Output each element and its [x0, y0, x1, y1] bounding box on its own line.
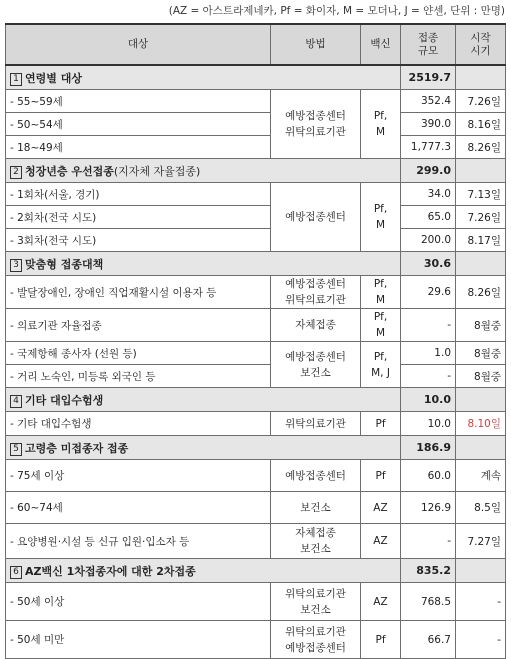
- row-method: 위탁의료기관 보건소: [271, 583, 361, 621]
- header-scale-text: 접종 규모: [417, 31, 439, 57]
- section-row: [6, 252, 506, 276]
- section-number-box: 4: [10, 395, 22, 408]
- unit-note: (AZ = 아스트라제네카, Pf = 화이자, M = 모더나, J = 얀센, 단위 : 만명): [168, 5, 505, 17]
- row-target: - 국제항해 종사자 (선원 등): [6, 342, 271, 365]
- row-vaccine: Pf, M: [361, 90, 401, 159]
- header-target: 대상: [6, 24, 271, 65]
- row-start: 8월중: [456, 309, 506, 342]
- row-start: 8.17일: [456, 229, 506, 252]
- row-method: 예방접종센터 위탁의료기관: [271, 276, 361, 309]
- row-target: - 의료기관 자율접종: [6, 309, 271, 342]
- table-row: [6, 309, 506, 342]
- row-vaccine: Pf: [361, 460, 401, 492]
- row-start: 8.26일: [456, 276, 506, 309]
- row-vaccine: Pf, M, J: [361, 342, 401, 388]
- section-title: 연령별 대상: [25, 71, 82, 85]
- row-target: - 1회차(서울, 경기): [6, 183, 271, 206]
- row-target: - 요양병원·시설 등 신규 입원·입소자 등: [6, 524, 271, 559]
- row-start: -: [456, 621, 506, 659]
- section-title-cell: [6, 388, 401, 412]
- section-number-box: 2: [10, 166, 22, 179]
- row-target: - 3회차(전국 시도): [6, 229, 271, 252]
- section-row: [6, 65, 506, 90]
- row-target: - 기타 대입수험생: [6, 412, 271, 436]
- table-body: [6, 65, 506, 659]
- row-scale: 126.9: [401, 492, 456, 524]
- section-total: 186.9: [401, 436, 456, 460]
- section-total: 10.0: [401, 388, 456, 412]
- section-title: AZ백신 1차접종자에 대한 2차접종: [25, 564, 196, 578]
- row-vaccine: Pf: [361, 621, 401, 659]
- table-row: [6, 412, 506, 436]
- row-scale: 10.0: [401, 412, 456, 436]
- section-title-cell: [6, 159, 401, 183]
- row-method: 예방접종센터: [271, 183, 361, 252]
- row-start: 8.16일: [456, 113, 506, 136]
- row-vaccine: Pf, M: [361, 183, 401, 252]
- table-row: [6, 229, 506, 252]
- section-total: 30.6: [401, 252, 456, 276]
- row-vaccine: Pf, M: [361, 309, 401, 342]
- row-start: 계속: [456, 460, 506, 492]
- row-method: 자체접종: [271, 309, 361, 342]
- row-start: 7.13일: [456, 183, 506, 206]
- table-row: [6, 90, 506, 113]
- row-target: - 2회차(전국 시도): [6, 206, 271, 229]
- row-scale: 352.4: [401, 90, 456, 113]
- row-target: - 55~59세: [6, 90, 271, 113]
- section-start-empty: [456, 436, 506, 460]
- section-start-empty: [456, 388, 506, 412]
- row-scale: 65.0: [401, 206, 456, 229]
- vaccination-schedule-table: [5, 23, 506, 659]
- row-scale: 29.6: [401, 276, 456, 309]
- row-method: 위탁의료기관: [271, 412, 361, 436]
- row-method: 예방접종센터 위탁의료기관: [271, 90, 361, 159]
- row-start: 8.10일: [456, 412, 506, 436]
- section-total: 299.0: [401, 159, 456, 183]
- row-scale: -: [401, 365, 456, 388]
- row-vaccine: Pf: [361, 412, 401, 436]
- section-total: 835.2: [401, 559, 456, 583]
- row-vaccine: AZ: [361, 524, 401, 559]
- row-scale: 1,777.3: [401, 136, 456, 159]
- row-scale: 60.0: [401, 460, 456, 492]
- section-number-box: 5: [10, 443, 22, 456]
- row-start: 7.26일: [456, 90, 506, 113]
- table-row: [6, 276, 506, 309]
- table-row: [6, 460, 506, 492]
- section-number-box: 6: [10, 566, 22, 579]
- section-title-cell: [6, 436, 401, 460]
- row-target: - 75세 이상: [6, 460, 271, 492]
- section-start-empty: [456, 559, 506, 583]
- section-total: 2519.7: [401, 65, 456, 90]
- row-target: - 18~49세: [6, 136, 271, 159]
- table-row: [6, 136, 506, 159]
- header-vaccine: 백신: [361, 24, 401, 65]
- section-row: [6, 436, 506, 460]
- row-method: 보건소: [271, 492, 361, 524]
- row-method: 예방접종센터: [271, 460, 361, 492]
- table-row: [6, 583, 506, 621]
- row-start: 8.5일: [456, 492, 506, 524]
- section-start-empty: [456, 159, 506, 183]
- table-row: [6, 113, 506, 136]
- row-start: 7.27일: [456, 524, 506, 559]
- row-scale: 66.7: [401, 621, 456, 659]
- row-target: - 50세 이상: [6, 583, 271, 621]
- row-scale: 390.0: [401, 113, 456, 136]
- row-method: 위탁의료기관 예방접종센터: [271, 621, 361, 659]
- row-vaccine: AZ: [361, 492, 401, 524]
- section-title-cell: [6, 65, 401, 90]
- row-scale: 768.5: [401, 583, 456, 621]
- row-scale: 34.0: [401, 183, 456, 206]
- section-number-box: 3: [10, 259, 22, 272]
- section-title: 맞춤형 접종대책: [25, 257, 104, 271]
- section-title: 기타 대입수험생: [25, 393, 104, 407]
- row-start: 8.26일: [456, 136, 506, 159]
- table-row: [6, 342, 506, 365]
- row-target: - 50~54세: [6, 113, 271, 136]
- row-vaccine: Pf, M: [361, 276, 401, 309]
- section-title: 청장년층 우선접종: [25, 164, 114, 178]
- row-start: 8월중: [456, 342, 506, 365]
- row-scale: 200.0: [401, 229, 456, 252]
- header-start-text: 시작 시기: [470, 31, 491, 57]
- table-row: [6, 206, 506, 229]
- row-scale: -: [401, 524, 456, 559]
- table-row: [6, 524, 506, 559]
- section-row: [6, 159, 506, 183]
- row-target: - 거리 노숙인, 미등록 외국인 등: [6, 365, 271, 388]
- row-scale: -: [401, 309, 456, 342]
- section-start-empty: [456, 252, 506, 276]
- table-row: [6, 365, 506, 388]
- row-target: - 발달장애인, 장애인 직업재활시설 이용자 등: [6, 276, 271, 309]
- section-subtitle: (지자체 자율접종): [113, 164, 201, 178]
- table-row: [6, 621, 506, 659]
- header-method: 방법: [271, 24, 361, 65]
- section-title-cell: [6, 559, 401, 583]
- row-scale: 1.0: [401, 342, 456, 365]
- header-start: [456, 24, 506, 65]
- section-number-box: 1: [10, 73, 22, 86]
- row-method: 예방접종센터 보건소: [271, 342, 361, 388]
- table-row: [6, 492, 506, 524]
- section-row: [6, 559, 506, 583]
- section-title: 고령층 미접종자 접종: [25, 441, 129, 455]
- section-title-cell: [6, 252, 401, 276]
- row-start: 8월중: [456, 365, 506, 388]
- row-vaccine: AZ: [361, 583, 401, 621]
- section-row: [6, 388, 506, 412]
- header-scale: [401, 24, 456, 65]
- row-start: -: [456, 583, 506, 621]
- table-header-row: [6, 24, 506, 65]
- row-start: 7.26일: [456, 206, 506, 229]
- section-start-empty: [456, 65, 506, 90]
- row-target: - 50세 미만: [6, 621, 271, 659]
- row-target: - 60~74세: [6, 492, 271, 524]
- table-row: [6, 183, 506, 206]
- row-method: 자체접종 보건소: [271, 524, 361, 559]
